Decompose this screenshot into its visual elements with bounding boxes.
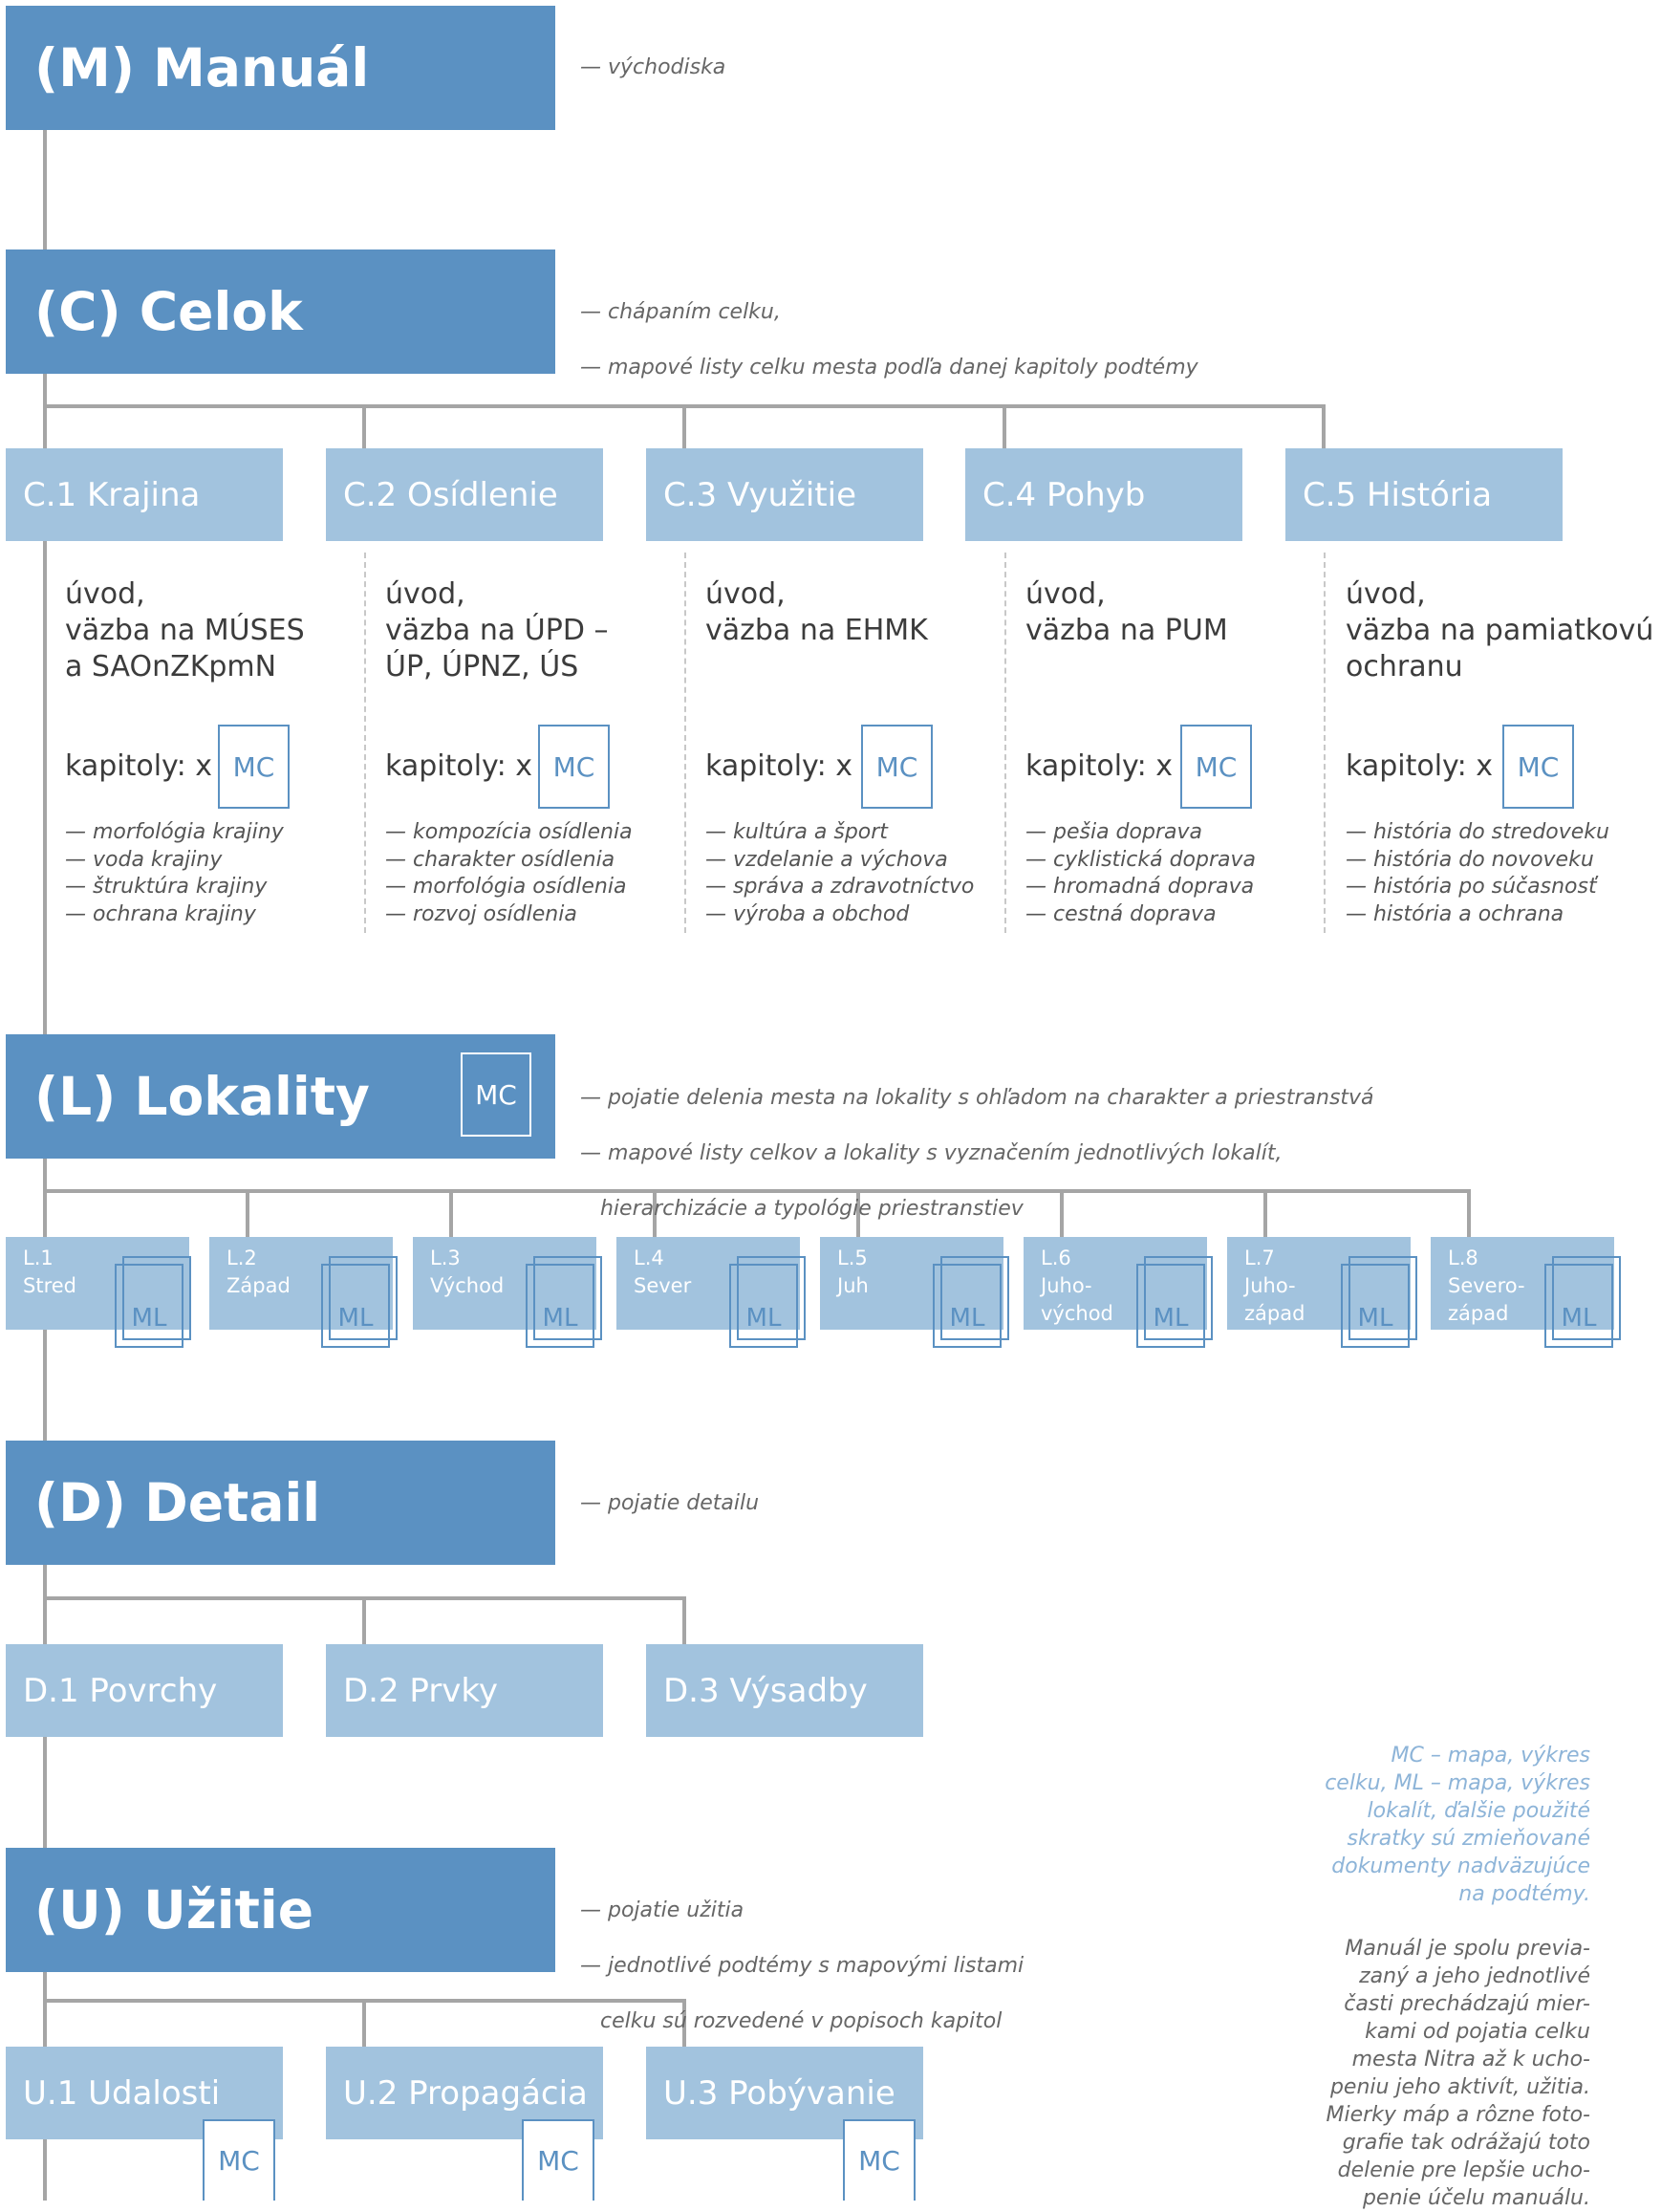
- topic-item: — história do novoveku: [1346, 847, 1594, 872]
- celok-note-line: — mapové listy celku mesta podľa danej kapitoly podtémy: [580, 356, 1198, 380]
- celok-desc: [705, 576, 928, 649]
- celok-item-label: C.3 Využitie: [663, 475, 856, 514]
- topic-item: — charakter osídlenia: [385, 847, 615, 872]
- ml-map-icon: ML: [321, 1264, 390, 1348]
- legend-line: mesta Nitra až k ucho-: [1351, 2048, 1590, 2071]
- detail-drop-2: [362, 1596, 366, 1646]
- detail-item-povrchy: [6, 1644, 283, 1737]
- topic-item: — voda krajiny: [65, 847, 223, 872]
- detail-item-prvky: [326, 1644, 603, 1737]
- celok-desc-line: väzba na pamiatkovú: [1346, 614, 1654, 647]
- legend-line: dokumenty nadväzujúce: [1331, 1854, 1590, 1878]
- celok-desc-line: úvod,: [65, 577, 145, 611]
- lokality-title: (L) Lokality: [34, 1066, 370, 1127]
- ml-map-icon: ML: [526, 1264, 594, 1348]
- lokality-drop-2: [246, 1189, 249, 1239]
- celok-item-osidlenie: [326, 448, 603, 541]
- column-separator: [364, 553, 366, 933]
- mc-map-icon: MC: [1180, 725, 1252, 809]
- topic-item: — cyklistická doprava: [1025, 847, 1257, 872]
- detail-item-label: D.3 Výsadby: [663, 1671, 868, 1710]
- lokalita-label: L.3 Východ: [430, 1247, 505, 1297]
- celok-item-historia: [1285, 448, 1563, 541]
- topic-item: — morfológia osídlenia: [385, 875, 627, 899]
- uzitie-note: [580, 1869, 1024, 2063]
- lokalita-label: L.4 Sever: [634, 1247, 692, 1297]
- kapitoly-label: kapitoly: x: [1025, 749, 1174, 783]
- mc-map-icon: MC: [861, 725, 933, 809]
- celok-desc-line: úvod,: [705, 577, 786, 611]
- celok-desc: [1025, 576, 1228, 649]
- celok-desc: [1346, 576, 1653, 685]
- lokalita-label: L.5 Juh: [837, 1247, 869, 1297]
- legend-description: [1304, 1935, 1590, 2212]
- celok-desc-line: úvod,: [1346, 577, 1426, 611]
- ml-map-icon: ML: [115, 1264, 183, 1348]
- topic-item: — výroba a obchod: [705, 901, 910, 926]
- celok-desc-line: ÚP, ÚPNZ, ÚS: [385, 650, 579, 683]
- mc-map-icon: MC: [1502, 725, 1574, 809]
- lokality-note-line: — mapové listy celkov a lokality s vyznačením jednotlivých lokalít,: [580, 1141, 1283, 1165]
- lokality-drop-8: [1467, 1189, 1471, 1239]
- celok-item-label: C.1 Krajina: [23, 475, 201, 514]
- mc-map-icon: MC: [218, 725, 290, 809]
- celok-drop-4: [1003, 404, 1006, 450]
- celok-desc: [385, 576, 608, 685]
- lokality-note-line: hierarchizácie a typológie priestranstiev: [580, 1197, 1024, 1221]
- legend-line: MC – mapa, výkres: [1391, 1744, 1590, 1767]
- uzitie-title: (U) Užitie: [34, 1879, 314, 1941]
- mc-map-icon: MC: [461, 1052, 531, 1137]
- column-separator: [1324, 553, 1326, 933]
- ml-map-icon: ML: [933, 1264, 1002, 1348]
- mc-map-icon: MC: [522, 2119, 594, 2201]
- legend-line: Mierky máp a rôzne foto-: [1326, 2103, 1590, 2127]
- ml-map-icon: ML: [729, 1264, 798, 1348]
- celok-topics: [65, 819, 284, 928]
- celok-topics: [385, 819, 633, 928]
- uzitie-note-line: — pojatie užitia: [580, 1898, 744, 1922]
- celok-box: [6, 249, 555, 374]
- ml-map-icon: ML: [1341, 1264, 1410, 1348]
- uzitie-item-label: U.3 Pobývanie: [663, 2073, 895, 2113]
- topic-item: — správa a zdravotníctvo: [705, 875, 975, 899]
- legend-line: skratky sú zmieňované: [1347, 1827, 1590, 1851]
- legend-abbreviations: [1304, 1742, 1590, 1908]
- legend-line: zaný a jeho jednotlivé: [1359, 1964, 1590, 1988]
- topic-item: — história po súčasnosť: [1346, 875, 1597, 899]
- kapitoly-label: kapitoly: x: [705, 749, 853, 783]
- topic-item: — vzdelanie a výchova: [705, 847, 948, 872]
- topic-item: — kompozícia osídlenia: [385, 820, 633, 844]
- celok-desc-line: väzba na MÚSES: [65, 614, 305, 647]
- column-separator: [684, 553, 686, 933]
- celok-drop-2: [362, 404, 366, 450]
- kapitoly-label: kapitoly: x: [65, 749, 213, 783]
- celok-topics: [705, 819, 974, 928]
- topic-item: — hromadná doprava: [1025, 875, 1255, 899]
- uzitie-note-line: celku sú rozvedené v popisoch kapitol: [580, 2009, 1003, 2033]
- uzitie-item-label: U.1 Udalosti: [23, 2073, 221, 2113]
- lokalita-label: L.7 Juho- západ: [1244, 1247, 1305, 1325]
- celok-topics: [1025, 819, 1256, 928]
- celok-item-krajina: [6, 448, 283, 541]
- celok-title: (C) Celok: [34, 281, 303, 342]
- celok-item-label: C.2 Osídlenie: [343, 475, 558, 514]
- lokalita-label: L.2 Západ: [226, 1247, 291, 1297]
- ml-map-icon: ML: [1544, 1264, 1613, 1348]
- topic-item: — kultúra a šport: [705, 820, 888, 844]
- kapitoly-label: kapitoly: x: [1346, 749, 1494, 783]
- manual-note: [580, 26, 725, 109]
- legend-line: Manuál je spolu previa-: [1345, 1937, 1590, 1961]
- legend-line: lokalít, ďalšie použité: [1367, 1799, 1590, 1823]
- column-separator: [1004, 553, 1006, 933]
- celok-desc-line: väzba na ÚPD –: [385, 614, 609, 647]
- celok-note-line: — chápaním celku,: [580, 300, 781, 324]
- uzitie-box: [6, 1848, 555, 1972]
- celok-desc: [65, 576, 305, 685]
- celok-desc-line: a SAOnZKpmN: [65, 650, 277, 683]
- mc-map-icon: MC: [203, 2119, 275, 2201]
- topic-item: — pešia doprava: [1025, 820, 1202, 844]
- topic-item: — história a ochrana: [1346, 901, 1564, 926]
- manual-note-line: — východiska: [580, 55, 726, 79]
- detail-item-vysadby: [646, 1644, 923, 1737]
- topic-item: — rozvoj osídlenia: [385, 901, 577, 926]
- legend-line: penie účelu manuálu.: [1362, 2186, 1590, 2210]
- detail-box: [6, 1441, 555, 1565]
- celok-drop-3: [682, 404, 686, 450]
- uzitie-note-line: — jednotlivé podtémy s mapovými listami: [580, 1954, 1025, 1978]
- celok-note: [580, 271, 1198, 409]
- topic-item: — ochrana krajiny: [65, 901, 256, 926]
- celok-item-vyuzitie: [646, 448, 923, 541]
- lokalita-label: L.8 Severo- západ: [1448, 1247, 1525, 1325]
- celok-desc-line: úvod,: [1025, 577, 1106, 611]
- detail-item-label: D.2 Prvky: [343, 1671, 499, 1710]
- topic-item: — štruktúra krajiny: [65, 875, 268, 899]
- detail-note: [580, 1462, 759, 1545]
- uzitie-item-label: U.2 Propagácia: [343, 2073, 588, 2113]
- legend-line: na podtémy.: [1458, 1882, 1590, 1906]
- celok-desc-line: úvod,: [385, 577, 465, 611]
- manual-box: [6, 6, 555, 130]
- mc-map-icon: MC: [843, 2119, 916, 2201]
- legend-line: celku, ML – mapa, výkres: [1325, 1771, 1590, 1795]
- topic-item: — cestná doprava: [1025, 901, 1217, 926]
- legend-line: delenie pre lepšie ucho-: [1337, 2158, 1590, 2182]
- detail-title: (D) Detail: [34, 1472, 321, 1533]
- legend-line: peniu jeho aktivít, užitia.: [1329, 2075, 1590, 2099]
- celok-drop-5: [1322, 404, 1326, 450]
- lokality-note-line: — pojatie delenia mesta na lokality s ohľadom na charakter a priestranstvá: [580, 1086, 1374, 1110]
- legend-line: časti prechádzajú mier-: [1344, 1992, 1590, 2016]
- lokalita-label: L.1 Stred: [23, 1247, 76, 1297]
- uzitie-drop-2: [362, 1999, 366, 2049]
- celok-desc-line: väzba na EHMK: [705, 614, 928, 647]
- detail-drop-3: [682, 1596, 686, 1646]
- detail-item-label: D.1 Povrchy: [23, 1671, 218, 1710]
- celok-item-label: C.4 Pohyb: [982, 475, 1146, 514]
- topic-item: — história do stredoveku: [1346, 820, 1609, 844]
- lokality-note: [580, 1056, 1374, 1250]
- detail-note-line: — pojatie detailu: [580, 1491, 760, 1515]
- celok-topics: [1346, 819, 1609, 928]
- celok-desc-line: väzba na PUM: [1025, 614, 1228, 647]
- celok-desc-line: ochranu: [1346, 650, 1463, 683]
- legend-line: kami od pojatia celku: [1365, 2020, 1590, 2044]
- lokalita-label: L.6 Juho- východ: [1041, 1247, 1113, 1325]
- manual-title: (M) Manuál: [34, 37, 370, 98]
- lokality-drop-3: [449, 1189, 453, 1239]
- kapitoly-label: kapitoly: x: [385, 749, 533, 783]
- celok-item-pohyb: [965, 448, 1242, 541]
- topic-item: — morfológia krajiny: [65, 820, 284, 844]
- celok-item-label: C.5 História: [1303, 475, 1493, 514]
- ml-map-icon: ML: [1136, 1264, 1205, 1348]
- mc-map-icon: MC: [538, 725, 610, 809]
- legend-line: grafie tak odrážajú toto: [1342, 2131, 1590, 2155]
